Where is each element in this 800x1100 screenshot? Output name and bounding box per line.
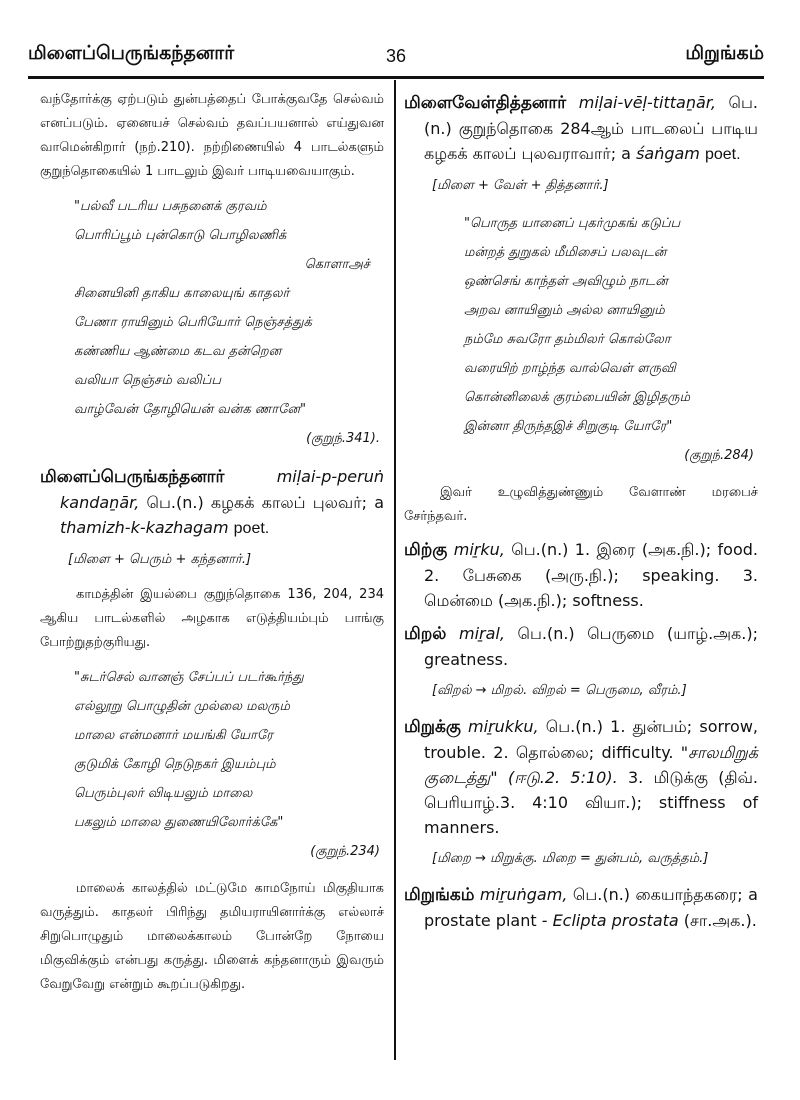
entry-headword: மிற்கு	[404, 540, 448, 560]
entry-headword: மிளைவேள்தித்தனார்	[404, 93, 567, 113]
poem-citation: (குறுந்.234)	[310, 844, 380, 859]
note-paragraph: இவர் உழுவித்துண்ணும் வேளாண் மரபைச் சேர்ந்தவர்.	[404, 485, 758, 524]
verse-line: இன்னா திருந்தஇச் சிறுகுடி யோரே"	[464, 419, 673, 434]
dictionary-entry	[404, 90, 758, 167]
dictionary-entry	[404, 714, 759, 840]
entry-english: poet.	[704, 146, 741, 163]
entry-definition: பெ.(n.) பெருமை (யாழ்.அக.); greatness.	[424, 624, 758, 669]
verse-line: "பொருத யானைப் புகர்முகங் கடுப்ப	[464, 216, 681, 231]
entry-definition: 3. மிடுக்கு (திவ். பெரியாழ்.3. 4:10 வியா.); stiffness of manners.	[424, 768, 759, 837]
entry-definition: பெ.(n.) 1. துன்பம்; sorrow, trouble. 2. தொல்லை; difficulty.	[424, 717, 758, 762]
entry-transliteration: miṟku,	[453, 540, 505, 559]
verse-line: கொன்னிலைக் குரம்பையின் இழிதரும்	[464, 390, 691, 405]
etymology: [மிளை + வேள் + தித்தனார்.]	[432, 178, 609, 193]
paragraph: மாலைக் காலத்தில் மட்டுமே காமநோய் மிகுதியாக வருத்தும். காதலர் பிரிந்து தமியராயினார்க்கு எல்லாச் சிறுபொழுதும் மாலைக்காலம் போன்றே நோயை மிகுவிக்கும் என்பது கருத்து. மிளைக் கந்தனாரும் இவரும் வேறுவேறு என்றும் கூறப்படுகிறது.	[40, 881, 384, 992]
entry-english: poet.	[233, 520, 270, 537]
verse-line: சினையினி தாகிய காலையுங் காதலர்	[74, 286, 290, 301]
header-first-word: மிளைப்பெருங்கந்தனார்	[28, 42, 235, 64]
column-divider	[394, 80, 396, 1060]
entry-quote: "சாலமிறுக் குடைத்து" (ஈடு.2. 5:10).	[424, 743, 758, 787]
entry-headword: மிறுக்கு	[404, 717, 461, 737]
verse-line: பெரும்புலர் விடியலும் மாலை	[74, 786, 253, 801]
entry-english-term: śaṅgam	[636, 144, 700, 163]
verse-line: பேணா ராயினும் பெரியோர் நெஞ்சத்துக்	[74, 315, 312, 330]
entry-definition: பெ.(n.) குறுந்தொகை 284ஆம் பாடலைப் பாடிய கழகக் காலப் புலவராவார்; a	[424, 93, 758, 163]
entry-transliteration: miḷai-vēḷ-tittaṉār,	[578, 93, 716, 112]
verse-line: "சுடர்செல் வானஞ் சேப்பப் படர்கூர்ந்து	[74, 670, 304, 685]
poem-kurun-234	[74, 663, 384, 837]
verse-line: வாழ்வேன் தோழியென் வன்க ணானே"	[74, 402, 307, 417]
entry-definition: பெ.(n.) 1. இரை (அக.நி.); food. 2. பேசுகை (அரு.நி.); speaking. 3. மென்மை (அக.நி.); softness.	[424, 540, 758, 610]
verse-line: மாலை என்மனார் மயங்கி யோரே	[74, 728, 273, 743]
entry-definition: பெ.(n.) கையாந்தகரை; a prostate plant -	[424, 885, 758, 930]
header-rule	[28, 76, 764, 79]
entry-transliteration: miṟal,	[458, 624, 505, 643]
entry-headword: மிளைப்பெருங்கந்தனார்	[40, 467, 225, 487]
intro-paragraph: வந்தோர்க்கு ஏற்படும் துன்பத்தைப் போக்குவதே செல்வம் எனப்படும். ஏனையச் செல்வம் தவப்பயனால் எய்துவன வாமென்கிறார் (நற்.210). நற்றிணையில் 4 பாடல்களும் குறுந்தொகையில் 1 பாடலும் இவர் பாடியவையாகும்.	[40, 92, 384, 179]
verse-line: மன்றத் துறுகல் மீமிசைப் பலவுடன்	[464, 245, 667, 260]
verse-line: எல்லூறு பொழுதின் முல்லை மலரும்	[74, 699, 290, 714]
verse-line: பகலும் மாலை துணையிலோர்க்கே"	[74, 815, 284, 830]
verse-line: வரையிற் றாழ்ந்த வால்வெள் ளருவி	[464, 361, 676, 376]
entry-transliteration: mi‌ḷai-p-peruṅ kandaṉār,	[60, 467, 384, 512]
dictionary-entry	[404, 882, 758, 933]
dictionary-entry	[404, 537, 758, 613]
entry-english-term: thamizh-k-kazhagam	[60, 518, 229, 537]
entry-headword: மிறல்	[404, 624, 447, 644]
verse-line: கண்ணிய ஆண்மை கடவ தன்றென	[74, 344, 282, 359]
etymology: [மிளை + பெரும் + கந்தனார்.]	[68, 552, 252, 567]
verse-line: குடுமிக் கோழி நெடுநகர் இயம்பும்	[74, 757, 276, 772]
verse-line: "பல்வீ படரிய பசுநனைக் குரவம்	[74, 199, 267, 214]
poem-kurun-284	[464, 209, 758, 441]
etymology: [விறல் → மிறல். விறல் = பெருமை, வீரம்.]	[432, 683, 687, 698]
entry-transliteration: miṟukku,	[468, 717, 539, 736]
dictionary-entry	[40, 464, 384, 541]
poem-citation: (குறுந்.284)	[684, 448, 754, 463]
right-column	[404, 88, 758, 939]
verse-line: பொரிப்பூம் புன்கொடு பொழிலணிக்	[74, 228, 287, 243]
header-last-word: மிறுங்கம்	[685, 42, 764, 64]
entry-transliteration: miṟuṅgam,	[479, 885, 568, 904]
entry-headword: மிறுங்கம்	[404, 885, 475, 905]
page-number: 36	[385, 46, 407, 66]
entry-scientific-name: Eclipta prostata	[552, 911, 679, 930]
verse-line: கொளாஅச்	[304, 257, 370, 272]
poem-citation: (குறுந்.341).	[306, 431, 380, 446]
verse-line: நம்மே சுவரோ தம்மிலர் கொல்லோ	[464, 332, 671, 347]
entry-definition: (சா.அக.).	[683, 911, 757, 930]
etymology: [மிறை → மிறுக்கு. மிறை = துன்பம், வருத்தம்.]	[432, 851, 709, 866]
dictionary-entry	[404, 621, 758, 672]
left-column	[40, 88, 384, 1005]
poem-kurun-341	[74, 192, 384, 424]
paragraph: காமத்தின் இயல்பை குறுந்தொகை 136, 204, 234 ஆகிய பாடல்களில் அழகாக எடுத்தியம்பும் பாங்கு போற்றுதற்குரியது.	[40, 587, 384, 650]
verse-line: வலியா நெஞ்சம் வலிப்ப	[74, 373, 221, 388]
page-header	[28, 40, 764, 80]
entry-definition: பெ.(n.) கழகக் காலப் புலவர்; a	[146, 493, 384, 512]
verse-line: அறவ னாயினும் அல்ல னாயினும்	[464, 303, 665, 318]
verse-line: ஒண்செங் காந்தள் அவிழும் நாடன்	[464, 274, 668, 289]
